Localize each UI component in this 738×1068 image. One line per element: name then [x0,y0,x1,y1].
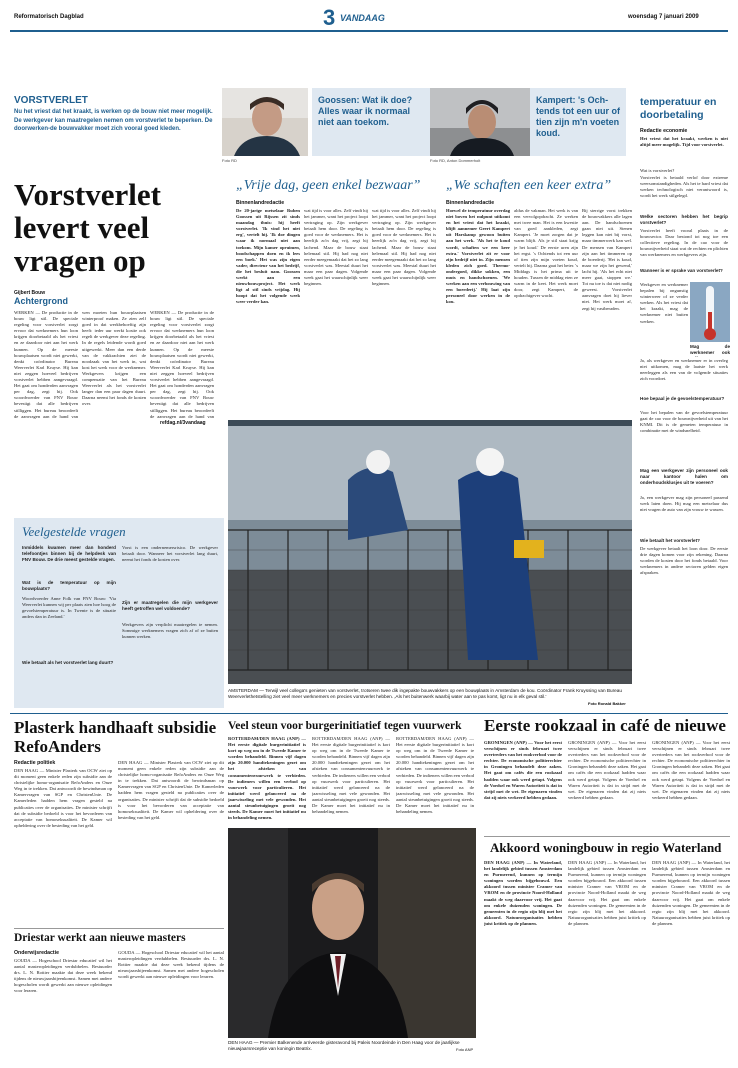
sidebar-a2: Vorstverlet heeft vooral plaats in de bouwsector. Daar bestond tot nog toe een collectieve regeling. In de cao voor de bouwnijverheid staat wat de rechten en plichten van werknemers en werkgevers zijn. [640,228,728,258]
lead-col-2b: WERKEN — De productie in de bouw ligt stil. De speciale regeling voor vorstverlet zorgt ervoor dat werknemers hun loon krijgen doorbetaald als het vriest en ze daardoor niet aan het werk kunnen. Op de meeste bouwplaatsen wordt niet gewerkt, denkt coördinator Bureau Weerverlet Karl Kruyse. Hij kan niet zeggen hoeveel bedrijven vorstverlet hebben aangevraagd. Het gaat om honderden aanvragen per dag, zegt hij. Ook woordvoerder van FNV Bouw bevestigt dat alle bedrijven stilliggen. Het bureau beoordeelt de aanvragen aan de hand van [150,310,214,419]
photo-credit-main: Foto Ronald Bakker [588,701,626,706]
photo-credit-2: Foto RD, Anton Dommerholt [430,158,481,163]
sidebar-q3: Wanneer is er sprake van vorstverlet? [640,268,723,273]
photo-kampert [430,88,530,156]
lead-headline: Vorstverlet levert veel vragen op [14,177,161,278]
page-number: 3 [323,5,336,30]
sidebar-q1: Wat is vorstverlet? [640,168,675,173]
qa-a3: Vorst is een ondernemersrisico. De werkgever betaalt door. Wanneer het vorstverlet lang duurt, neemt het fonds de kosten over. [122,545,218,563]
waterland-col-2: DEN HAAG (ANP) — In Waterland, het landelijk gebied tussen Amsterdam en Purmerend, kunnen op termijn woningen worden bijgebouwd. Een akkoord tussen minister Cramer van VROM en de provincie Noord-Holland maakt de weg daarvoor vrij. Het gaat om enkele duizenden woningen. De gemeenten in de regio zijn blij met het akkoord. Natuurorganisaties hebben juist kritiek op de plannen. [568,860,646,926]
sidebar-q7: Wie betaalt het vorstverlet? [640,538,700,543]
lead-col-1: WERKEN — De productie in de bouw ligt stil. De speciale regeling voor vorstverlet zorgt ervoor dat werknemers hun loon krijgen doorbetaald als het vriest en ze daardoor niet aan het werk kunnen. Op de meeste bouwplaatsen wordt niet gewerkt, denkt coördinator Bureau Weerverlet Karl Kruyse. Hij kan niet zeggen hoeveel bedrijven vorstverlet hebben aangevraagd. Het gaat om honderden aanvragen per dag, zegt hij. Ook woordvoerder van FNV Bouw bevestigt dat alle bedrijven stilliggen. Het bureau beoordeelt de aanvragen aan de hand van [14,310,78,419]
lead-section: Achtergrond [14,296,68,306]
waterland-col-3: DEN HAAG (ANP) — In Waterland, het landelijk gebied tussen Amsterdam en Purmerend, kunnen op termijn woningen worden bijgebouwd. Een akkoord tussen minister Cramer van VROM en de provincie Noord-Holland maakt de weg daarvoor vrij. Het gaat om enkele duizenden woningen. De gemeenten in de regio zijn blij met het akkoord. Natuurorganisaties hebben juist kritiek op de plannen. [652,860,730,926]
photo-caption-main: AMSTERDAM — Terwijl veel collega's genieten van vorstverlet, trotseren twee dik ingepakte bouwvakkers op een bouwplaats in Amsterdam de kou. Coördinator Frank Kruyssing van Bureau Weerverlethetstelling ziet veel meer werknemers en precies vorstverlet hebben. ‚Als het buitenwerk waarbij water aan te pas komt, ligt nu in elk geval stil.' [228,688,622,700]
sidebar-intro: Het vriest dat het kraakt, werken is niet altijd meer mogelijk. Tijd voor vorstverlet. [640,136,728,148]
driestar-col-1: GOUDA — Hogeschool Driestar educatief wil het aantal masteropleidingen verdubbelen. Bestuurder drs. L. N. Rottier maakte dat deze week bekend tijdens de nieuwjaarsbijeenkomst. Samen met andere hogescholen wordt gewerkt aan nieuwe opleidingen voor leraren. [14,958,112,994]
lead-col-8: Bij sterrige vorst trekken de bouwvakkers alle lagen aan. De handschoenen gaan niet uit. Stenen leggen kan niet bij vorst, maar timmerwerk kan wel. De mensen van Kampert zijn aan het timmeren op de boerderij. 'Het is koud, maar we zijn het gewend,' lacht hij. 'Als het echt niet meer gaat, stoppen we.' Tot nu toe is dat niet nodig geweest. Vorstverlet aanvragen doet hij liever niet. Het werk moet af, zegt hij vastberaden. [582,208,632,311]
vuurwerk-col-2: ROTTERDAM/DEN HAAG (ANP) — Het eerste digitale burgerinitiatief is kort op weg om in de Tweede Kamer te worden behandeld. Binnen vijf dagen zijn 20.000 handtekeningen gezet om het afsteken van consumentenvuurwerk te verbieden. De indieners willen een verbod op vuurwerk voor particulieren. Het initiatief werd gelanceerd na de jaarwisseling met vele gewonden. Het aantal steunbetuigingen groeit nog steeds. De Kamer moet het initiatief nu in behandeling nemen. [312,736,390,815]
qa-q2: Wat is de temperatuur op mijn bouwplaats? [22,580,116,592]
section-name: VANDAAG [340,13,385,23]
quote-kampert: Kampert: 's Och-tends tot een uur of tien zijn m'n voeten koud. [536,95,620,138]
sidebar-a4: Ja, als werkgever en werknemer er in overleg niet uitkomen, mag de laatste het werk neerleggen als een van de volgende situaties zich voordoet. [640,358,728,382]
sidebar-a1: Vorstverlet is betaald verlof door extreme weersomstandigheden. Als het te hard vriest dat werken technologisch niet verantwoord is, wordt het werk stilgelegd. [640,175,728,199]
sidebar-a3: Werkgever en werknemer bepalen bij ongunstig winterweer of ze verder werken. Als het vriest dat het kraakt, mag de werknemer niet buiten werken. [640,282,688,324]
rookzaal-headline: Eerste rookzaal in café de nieuwe [484,716,726,735]
lead-col-5: wat tijd is voor alles. Zelf vindt hij het jammer, want het project loopt vertraging op. Zijn werkgever betaalt hem door. De regeling is goed voor de werknemers. Het is heerlijk zo'n dag vrij, zegt hij lachend. Maar de bouw staat helemaal stil. Hij had nog niet eerder meegemaakt dat het zo lang vorstverlet was. Meestal duurt het maar een paar dagen. Volgende week gaat het waarschijnlijk weer beginnen. [372,208,436,287]
sidebar-q6: Mag een werkgever zijn personeel ook naar kantoor halen om onderhoudsklusjes uit te voeren? [640,468,728,486]
vuurwerk-headline: Veel steun voor burgerinitiatief tegen vuurwerk [228,720,462,732]
lead-col-3: De 20-jarige metselaar Ruben Goossen uit Rijssen zit sinds maandag thuis: hij heeft vorstverlet. 'Ik vind het niet erg', vertelt hij. 'Ik doe dingen waar ik normaal niet aan toekom. Mijn kamer opruimen, boodschappen doen en ik lees een boek.' Het was zijn eigen vader, directeur van het bedrijf, die het besluit nam. Goossen werkt aan een nieuwbouwproject. Het werk ligt al stil sinds vrijdag. Hij hoopt dat het volgende week weer verder kan. [236,208,300,305]
sidebar-a6: Ja, een werkgever mag zijn personeel passend werk laten doen. Hij mag een metselaar dus niet vragen de auto van zijn vrouw te wassen. [640,495,728,513]
driestar-headline: Driestar werkt aan nieuwe masters [14,932,186,944]
rookzaal-col-1: GRONINGEN (ANP) — Voor het eerst verschijnen er sinds februari twee overtreders van het rookverbod voor de rechter. De economische politierechter in Groningen behandelt deze zaken. Het gaat om cafés die een rookzaal hadden waar ook werd getapt. Volgens de Voedsel en Waren Autoriteit is dat in strijd met de wet. De eigenaren vinden dat zij niets verkeerd hebben gedaan. [484,740,562,800]
qa-intro: Inmiddels kwamen meer dan honderd telefoontjes binnen bij de helpdesk van FNV Bouw. De drie meest gestelde vragen. [22,545,116,563]
sidebar-title: temperatuur en doorbetaling [640,96,717,121]
label-right: Binnenlandredactie [446,200,495,206]
rookzaal-col-2: GRONINGEN (ANP) — Voor het eerst verschijnen er sinds februari twee overtreders van het rookverbod voor de rechter. De economische politierechter in Groningen behandelt deze zaken. Het gaat om cafés die een rookzaal hadden waar ook werd getapt. Volgens de Voedsel en Waren Autoriteit is dat in strijd met de wet. De eigenaren vinden dat zij niets verkeerd hebben gedaan. [568,740,646,800]
vuurwerk-col-3: ROTTERDAM/DEN HAAG (ANP) — Het eerste digitale burgerinitiatief is kort op weg om in de Tweede Kamer te worden behandeld. Binnen vijf dagen zijn 20.000 handtekeningen gezet om het afsteken van consumentenvuurwerk te verbieden. De indieners willen een verbod op vuurwerk voor particulieren. Het initiatief werd gelanceerd na de jaarwisseling met vele gewonden. Het aantal steunbetuigingen groeit nog steeds. De Kamer moet het initiatief nu in behandeling nemen. [396,736,474,815]
sidebar-q5: Hoe bepaal je de gevoelstemperatuur? [640,396,725,401]
header-rule [10,30,728,32]
vuurwerk-col-1: ROTTERDAM/DEN HAAG (ANP) — Het eerste digitale burgerinitiatief is kort op weg om in de Tweede Kamer te worden behandeld. Binnen vijf dagen zijn 20.000 handtekeningen gezet om het afsteken van consumentenvuurwerk te verbieden. De indieners willen een verbod op vuurwerk voor particulieren. Het initiatief werd gelanceerd na de jaarwisseling met vele gewonden. Het aantal steunbetuigingen groeit nog steeds. De Kamer moet het initiatief nu in behandeling nemen. [228,736,306,821]
qa-a4: Werkgevers zijn verplicht maatregelen te nemen. Sommige werknemers vragen zich af of ze buiten kunnen werken. [122,622,218,640]
qa-a2: Woordvoerder Anne Folk van FNV Bouw: 'Via Weerverlet kunnen wij per plaats zien hoe hoog de gevoelstemperatuur is. In Twente is de situatie anders dan in Zeeland.' [22,596,116,620]
qa-q3: Wie betaalt als het vorstverlet lang duurt? [22,660,114,665]
source-link[interactable]: refdag.nl/3vandaag [160,420,206,426]
lead-col-6: Hoewel de temperatuur overdag niet boven het nulpunt uitkomt en het vriest dat het kraakt, blijft aannemer Geert Kampert uit Harskamp gewoon buiten aan het werk. 'Als het te koud wordt, schaften we een keer extra.' Vorstverlet zit er voor zijn bedrijf niet in. Zijn mensen kleden zich goed. Thermo-ondergoed, dikke sokken, een muts en handschoenen. 'We werken aan een verbouwing van een boerderij.' Hij laat zijn personeel door werken in de kou. [446,208,510,305]
sidebar-q2: Welke sectoren hebben het begrip vorstverlet? [640,214,728,226]
quote-right: „We schaften een keer extra” [446,178,612,193]
photo-goossen [222,88,308,156]
quote-goossen: Goossen: Wat ik doe? Alles waar ik normaal niet aan toekom. [318,95,413,127]
lead-col-2: wen moeten hun bouwplaatsen winterproof maken. Ze zien zelf goed in dat werkbehoeftig zijn heeft: ieder uur werkt kostte ook regelt de werkgever deze regeling. In de regels leidende wordt goed uitgewerkt. Meer dan een derde van de vakkrachten ziet de noodzaak van het werk in, wat kost het werk voor de werknemer. Werkgevers krijgen een compensatie van het Bureau Weerverlet als het vorstverlet langer dan een paar dagen duurt. Daarna neemt het fonds de kosten over. [82,310,146,407]
lead-col-7: aldus de vakman. Het werk is van een vervolgopdracht. Ze werken met twee man. Het is een kwestie van goed aankleden, zegt Kampert. 'Je moet zorgen dat je warm blijft. Als je stil staat krijg je het koud.' De eerste uren zijn het ergst. 's Ochtends tot een uur of tien zijn mijn voeten koud, vertelt hij. Daarna gaat het beter. 's Middags is het prima uit te houden. Tussen de middag eten ze warm in de keet. Het werk moet door, zegt Kampert, de opdrachtgever wacht. [514,208,578,299]
sidebar-label: Redactie economie [640,128,688,134]
waterland-col-1: DEN HAAG (ANP) — In Waterland, het landelijk gebied tussen Amsterdam en Purmerend, kunnen op termijn woningen worden bijgebouwd. Een akkoord tussen minister Cramer van VROM en de provincie Noord-Holland maakt de weg daarvoor vrij. Het gaat om enkele duizenden woningen. De gemeenten in de regio zijn blij met het akkoord. Natuurorganisaties hebben juist kritiek op de plannen. [484,860,562,926]
sidebar-a7: De werkgever betaalt het loon door. De eerste drie dagen komen voor zijn rekening. Daarna worden de kosten door het fonds betaald. Voor werknemers in andere sectoren gelden eigen afspraken. [640,546,728,576]
balkenende-credit: Foto ANP [456,1047,474,1052]
lead-byline: Gijbert Bouw [14,290,46,296]
newspaper-name: Reformatorisch Dagblad [14,14,84,20]
bottom-rule [10,713,728,714]
plasterk-label: Redactie politiek [14,760,56,766]
label-left: Binnenlandredactie [236,200,285,206]
sidebar-q4: Mag de werknemer ook [690,344,730,356]
qa-title: Veelgestelde vragen [22,524,126,539]
kicker: VORSTVERLET [14,95,88,106]
plasterk-col-2: DEN HAAG — Minister Plasterk van OCW ziet op dit moment geen enkele reden zijn subsidie aan de christelijke homo-organisatie RefoAnders en Onze Weg in te trekken. Dat antwoordt de bewindsman op Kamervragen van SGP en ChristenUnie. De Kamerleden hadden hem vragen gesteld na publicaties over de organisaties. De minister schrijft dat de subsidie bedoeld is voor het bevorderen van acceptatie van homoseksualiteit. De Kamer wil opheldering over de besteding van het geld. [118,760,224,820]
qa-q4: Zijn er maatregelen die mijn werkgever heeft getroffen wel voldoende? [122,600,218,612]
plasterk-headline: Plasterk handhaaft subsidie RefoAnders [14,718,217,756]
driestar-col-2: GOUDA — Hogeschool Driestar educatief wil het aantal masteropleidingen verdubbelen. Bestuurder drs. L. N. Rottier maakte dat deze week bekend tijdens de nieuwjaarsbijeenkomst. Samen met andere hogescholen wordt gewerkt aan nieuwe opleidingen voor leraren. [118,950,224,980]
driestar-rule [14,928,224,929]
construction-photo [228,420,632,684]
driestar-label: Onderwijsredactie [14,950,59,956]
waterland-headline: Akkoord woningbouw in regio Waterland [490,840,722,855]
plasterk-col-1: DEN HAAG — Minister Plasterk van OCW ziet op dit moment geen enkele reden zijn subsidie aan de christelijke homo-organisatie RefoAnders en Onze Weg in te trekken. Dat antwoordt de bewindsman op Kamervragen van SGP en ChristenUnie. De Kamerleden hadden hem vragen gesteld na publicaties over de organisaties. De minister schrijft dat de subsidie bedoeld is voor het bevorderen van acceptatie van homoseksualiteit. De Kamer wil opheldering over de besteding van het geld. [14,768,112,828]
rookzaal-col-3: GRONINGEN (ANP) — Voor het eerst verschijnen er sinds februari twee overtreders van het rookverbod voor de rechter. De economische politierechter in Groningen behandelt deze zaken. Het gaat om cafés die een rookzaal hadden waar ook werd getapt. Volgens de Voedsel en Waren Autoriteit is dat in strijd met de wet. De eigenaren vinden dat zij niets verkeerd hebben gedaan. [652,740,730,800]
intro-text: Nu het vriest dat het kraakt, is werken op de bouw niet meer mogelijk. De werkgever kan maatregelen nemen om vorstverlet te beperken. De doorwerken-de bouwvakker moet zich vooral goed kleden. [14,109,213,132]
thermometer-photo [690,282,730,342]
photo-credit-1: Foto RD [222,158,237,163]
waterland-rule [484,836,730,837]
sidebar-a5: Voor het bepalen van de gevoelstemperatuur gaat de cao voor de bouwnijverheid uit van het KNMI. Dit is de gemeten temperatuur in combinatie met de windsnelheid. [640,410,728,434]
lead-col-4: wat tijd is voor alles. Zelf vindt hij het jammer, want het project loopt vertraging op. Zijn werkgever betaalt hem door. De regeling is goed voor de werknemers. Het is heerlijk zo'n dag vrij, zegt hij lachend. Maar de bouw staat helemaal stil. Hij had nog niet eerder meegemaakt dat het zo lang vorstverlet was. Meestal duurt het maar een paar dagen. Volgende week gaat het waarschijnlijk weer beginnen. [304,208,368,287]
date: woensdag 7 januari 2009 [628,14,699,20]
balkenende-photo [228,828,476,1038]
balkenende-caption: DEN HAAG — Premier Balkenende arriveerde gisteravond bij Paleis Noordeinde in Den Haag voor de jaarlijkse nieuwjaarsreceptie van koningin Beatrix. [228,1040,460,1052]
quote-left: „Vrije dag, geen enkel bezwaar” [236,178,421,193]
